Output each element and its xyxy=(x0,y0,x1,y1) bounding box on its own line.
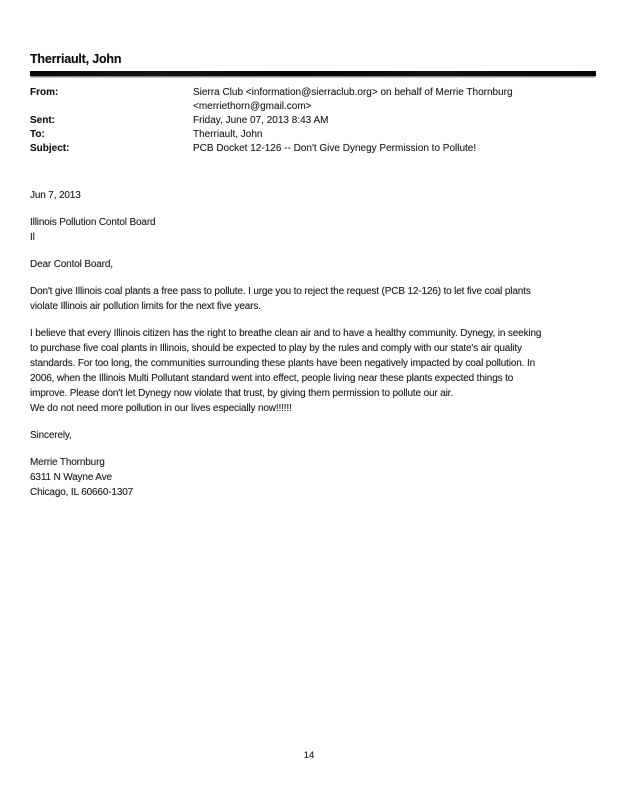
paragraph-line: to purchase five coal plants in Illinois, should be expected to play by the rules and comply with our state's air quality xyxy=(30,343,522,354)
paragraph-line: 2006, when the Illinois Multi Pollutant standard went into effect, people living near these plants expected things to xyxy=(30,373,514,384)
letter-salutation: Dear Contol Board, xyxy=(30,259,113,270)
paragraph-line: standards. For too long, the communities surrounding these plants have been negatively impacted by coal pollution. In xyxy=(30,358,535,369)
paragraph-line: We do not need more pollution in our lives especially now!!!!!! xyxy=(30,403,292,414)
letter-closing: Sincerely, xyxy=(30,430,72,441)
email-meta-block xyxy=(30,86,608,156)
sent-label: Sent: xyxy=(30,115,55,126)
recipient-line: Illinois Pollution Contol Board xyxy=(30,217,156,228)
meta-row-subject xyxy=(30,142,608,156)
meta-row-sent xyxy=(30,114,608,128)
paragraph-line: Don't give Illinois coal plants a free pass to pollute. I urge you to reject the request (PCB 12-126) to let five coal plants xyxy=(30,286,531,297)
from-value-line: Sierra Club <information@sierraclub.org> on behalf of Merrie Thornburg xyxy=(193,87,513,98)
from-value xyxy=(193,86,513,114)
letter-date: Jun 7, 2013 xyxy=(30,190,81,201)
letter-paragraph-2 xyxy=(30,326,615,416)
header-divider-rule xyxy=(30,71,596,76)
letter-body xyxy=(30,188,615,512)
signature-name: Merrie Thornburg xyxy=(30,457,105,468)
email-owner-heading: Therriault, John xyxy=(30,52,122,66)
from-value-line: <merriethorn@gmail.com> xyxy=(193,101,312,112)
signature-address: 6311 N Wayne Ave xyxy=(30,472,112,483)
subject-label: Subject: xyxy=(30,143,70,154)
paragraph-line: improve. Please don't let Dynegy now violate that trust, by giving them permission to pollute our air. xyxy=(30,388,453,399)
signature-block xyxy=(30,455,615,500)
letter-paragraph-1 xyxy=(30,284,615,314)
from-label: From: xyxy=(30,87,59,98)
subject-value: PCB Docket 12-126 -- Don't Give Dynegy Permission to Pollute! xyxy=(193,143,477,154)
to-value: Therriault, John xyxy=(193,129,263,140)
signature-address: Chicago, IL 60660-1307 xyxy=(30,487,134,498)
meta-row-to xyxy=(30,128,608,142)
sent-value: Friday, June 07, 2013 8:43 AM xyxy=(193,115,329,126)
paragraph-line: violate Illinois air pollution limits for the next five years. xyxy=(30,301,261,312)
recipient-line: Il xyxy=(30,232,35,243)
meta-row-from xyxy=(30,86,608,114)
to-label: To: xyxy=(30,129,45,140)
paragraph-line: I believe that every Illinois citizen has the right to breathe clean air and to have a healthy community. Dynegy, in seeking xyxy=(30,328,542,339)
letter-recipient xyxy=(30,215,615,245)
page-number: 14 xyxy=(303,750,315,761)
